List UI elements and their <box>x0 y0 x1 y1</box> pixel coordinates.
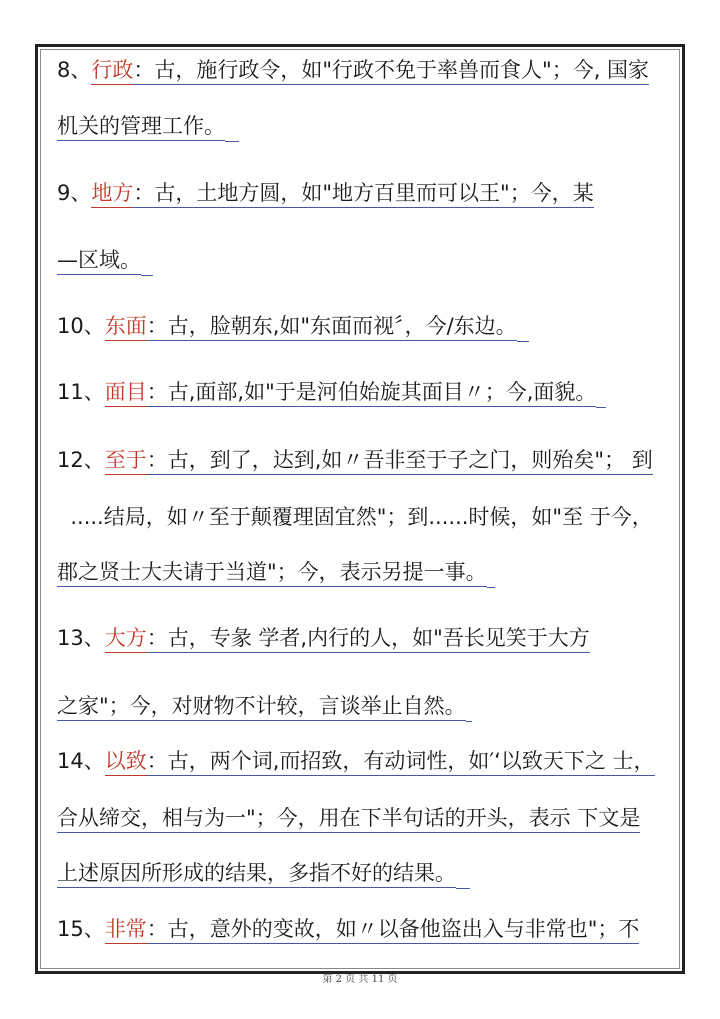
entry-term: 以致 <box>105 749 147 776</box>
entry-line <box>57 691 668 722</box>
entry-number: 15、 <box>57 917 105 941</box>
entry-text: 合从缔交，相与为一"；今，用在下半句话的开头，表示 下文是 <box>57 806 640 833</box>
entry-text: 上述原因所形成的结果，多指不好的结果。 <box>57 861 456 888</box>
underline-tail <box>456 862 470 889</box>
entry-number: 11、 <box>57 380 105 404</box>
entry-text: 郡之贤士大夫请于当道"；今，表示另提一事。 <box>57 560 487 587</box>
entry-term: 行政 <box>91 58 133 85</box>
entry-text: 之家"；今，对财物不计较，言谈举止自然。 <box>57 694 466 721</box>
entry-text: ：古，两个词,而招致，有动词性，如′‘以致天下之 士， <box>147 749 655 776</box>
page-footer: 第 2 页 共 11 页 <box>322 974 398 985</box>
entry-number: 13、 <box>57 626 105 650</box>
entry-line <box>57 445 668 475</box>
entry-line <box>57 914 668 944</box>
entry-text: —区域。 <box>57 248 141 275</box>
entry-line <box>57 623 668 653</box>
entry-line <box>57 245 668 276</box>
entry-text: .....结局，如〃至于颠覆理固宜然"；到......时候，如"至 于今， <box>57 505 653 529</box>
entry-line <box>57 55 668 85</box>
underline-tail <box>141 249 153 276</box>
entry-line <box>57 377 668 408</box>
entry-text: ：古,面部,如"于是河伯始旋其面目〃；今,面貌。 <box>147 380 597 407</box>
entry-text: ：古，脸朝东,如"东面而视〞，今/东边。 <box>147 314 517 341</box>
entry-text: ：古，意外的变故，如〃以备他盗出入与非常也"；不 <box>147 917 640 944</box>
entry-line <box>57 311 668 342</box>
underline-tail <box>487 561 495 588</box>
entry-number: 9、 <box>57 181 92 205</box>
entry-text: 机关的管理工作。 <box>57 114 225 141</box>
entry-number: 14、 <box>57 749 105 773</box>
entry-term: 大方 <box>105 626 147 653</box>
entry-term: 非常 <box>105 917 147 944</box>
entry-text: ：古，施行政令，如"行政不免于率兽而食人"；今, 国家 <box>133 58 649 85</box>
underline-tail <box>596 381 606 408</box>
entry-line <box>57 502 668 532</box>
entry-line <box>57 557 668 588</box>
entry-number: 12、 <box>57 448 105 472</box>
entry-text: ：古，土地方圆，如"地方百里而可以王"；今，某 <box>133 181 593 208</box>
underline-tail <box>466 695 472 722</box>
entry-line <box>57 858 668 889</box>
entry-text: ：古，到了，达到,如〃吾非至于子之门，则殆矣"； 到 <box>147 448 653 475</box>
entry-term: 东面 <box>105 314 147 341</box>
entry-term: 面目 <box>105 380 147 407</box>
underline-tail <box>517 315 529 342</box>
entry-line <box>57 111 668 142</box>
underline-tail <box>225 115 239 142</box>
entry-line <box>57 746 668 776</box>
entry-text: ：古，专彖 学者,内行的人，如"吾长见笑于大方 <box>147 626 590 653</box>
entry-term: 地方 <box>91 181 133 208</box>
entry-line <box>57 178 668 208</box>
entry-term: 至于 <box>105 448 147 475</box>
entry-number: 10、 <box>57 314 105 338</box>
entry-number: 8、 <box>57 58 92 82</box>
entry-line <box>57 803 668 833</box>
